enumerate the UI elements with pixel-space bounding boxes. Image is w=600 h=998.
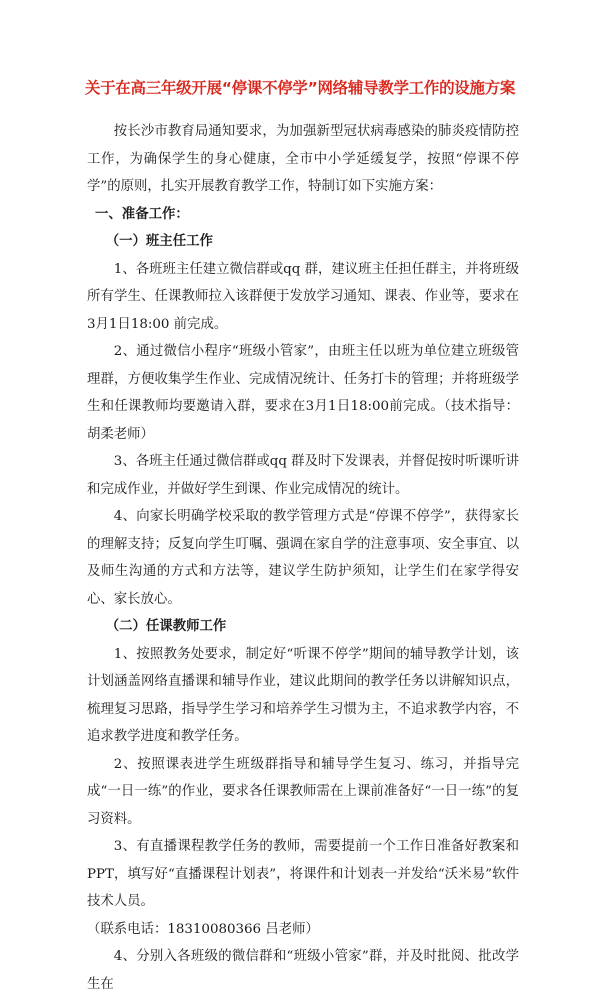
subsection-heading: （一）班主任工作 [105, 233, 213, 249]
document-title: 关于在高三年级开展“停课不停学”网络辅导教学工作的设施方案 [84, 79, 516, 97]
document-body [87, 118, 519, 998]
contact-line: （联系电话：18310080366 吕老师） [87, 921, 319, 937]
list-item: 1、各班班主任建立微信群或qq 群，建议班主任担任群主，并将班级所有学生、任课教师拉入该群便于发放学习通知、课表、作业等，要求在3月1日18:00 前完成。 [87, 261, 519, 332]
list-item: 3、各班主任通过微信群或qq 群及时下发课表，并督促按时听课听讲和完成作业，并做好学生到课、作业完成情况的统计。 [87, 454, 519, 497]
list-item: 4、分别入各班级的微信群和“班级小管家”群，并及时批阅、批改学生在 [87, 949, 519, 992]
list-item: 4、向家长明确学校采取的教学管理方式是“停课不停学”，获得家长的理解支持；反复向学生叮嘱、强调在家自学的注意事项、安全事宜、以及师生沟通的方式和方法等，建议学生防护须知，让学生们在家学得安心、家长放心。 [87, 509, 519, 607]
intro-paragraph: 按长沙市教育局通知要求，为加强新型冠状病毒感染的肺炎疫情防控工作，为确保学生的身心健康，全市中小学延缓复学，按照“停课不停学”的原则，扎实开展教育教学工作，特制订如下实施方案： [87, 124, 519, 194]
list-item: 3、有直播课程教学任务的教师，需要提前一个工作日准备好教案和PPT，填写好“直播课程计划表”，将课件和计划表一并发给“沃米易”软件技术人员。 [87, 839, 519, 909]
list-item: 1、按照教务处要求，制定好“听课不停学”期间的辅导教学计划，该计划涵盖网络直播课和辅导作业，建议此期间的教学任务以讲解知识点，梳理复习思路，指导学生学习和培养学生习惯为主，不追求教学内容，不追求教学进度和教学任务。 [87, 646, 519, 744]
list-item: 2、通过微信小程序“班级小管家”，由班主任以班为单位建立班级管理群，方便收集学生作业、完成情况统计、任务打卡的管理；并将班级学生和任课教师均要邀请入群，要求在3月1日18:00前完成。（技术指导：胡柔老师） [87, 344, 519, 442]
section-heading: 一、准备工作： [95, 205, 189, 222]
list-item: 2、按照课表进学生班级群指导和辅导学生复习、练习，并指导完成“一日一练”的作业，要求各任课教师需在上课前准备好“一日一练”的复习资料。 [87, 756, 519, 827]
subsection-heading: （二）任课教师工作 [105, 618, 227, 634]
